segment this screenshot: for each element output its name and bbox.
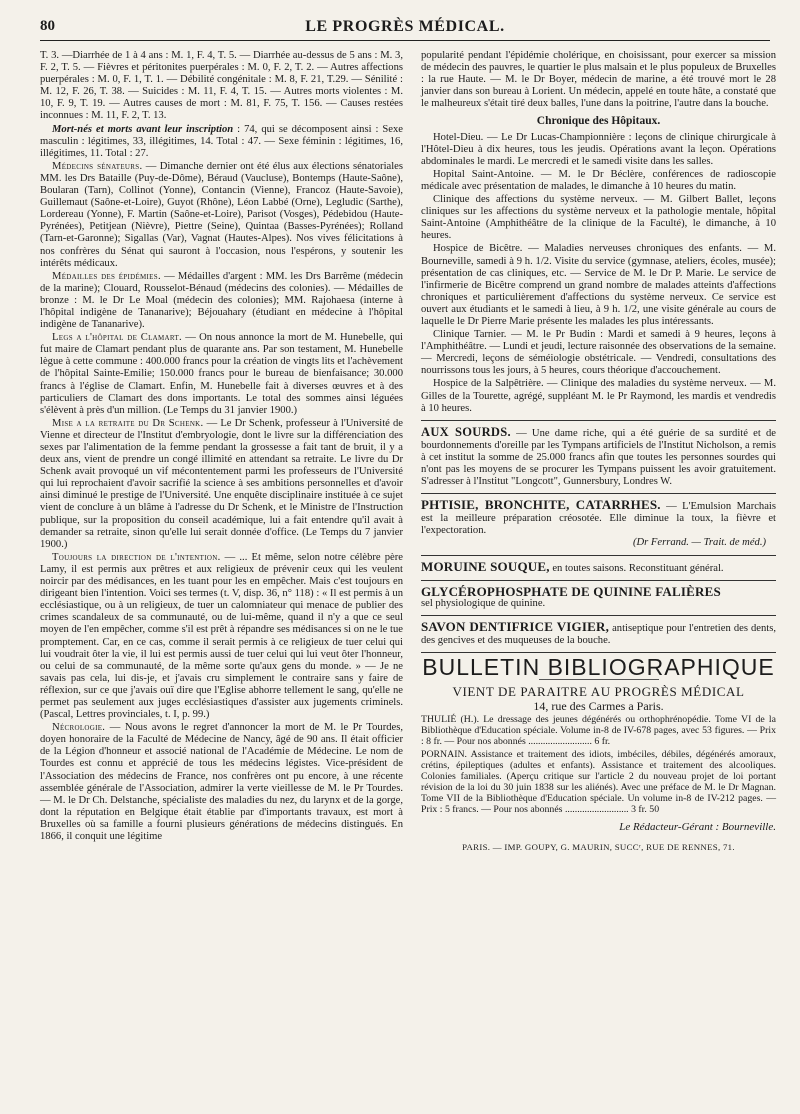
clamart-heading: Legs a l'hôpital de Clamart. [52, 332, 182, 344]
necrology-continued: popularité pendant l'épidémie cholérique, en choisissant, pour exercer sa mission de médecin des pauvres, le quartier le plus malsain et le plus populeux de Bruxelles : la rue Haute. — M. le Dr Boyer, médecin de marine, a été trouvé mort le 28 janvier dans son bureau à Lorient. Un médecin, appelé en toute hâte, a constaté que le malheureux s'était tiré deux balles, l'une dans la poitrine, l'autre dans la bouche. [421, 50, 776, 110]
ads-divider [421, 420, 776, 421]
intention-text: — ... Et même, selon notre célèbre père Lamy, il est permis aux prêtres et aux religieux de prévenir ceux qui les veulent noircir par des médisances, en les tuant pour les en empêcher. Mais c'est toujours en dirigeant bien l'intention. Voici ses termes (t. V, disp. 36, n° 118) : « Il est permis à un ecclésiastique, ou à un religieux, de tuer un calomniateur qui menace de publier des crimes scandaleux de sa communauté, ou de lui-même, quand il n'y a que ce seul moyen de l'en empêcher, comme s'il est prêt à répandre ses médisances si on ne le tue promptement. Car, en ce cas, comme il serait permis à ce religieux de tuer celui qui lui voudrait ôter la vie, il lui est permis aussi de tuer celui qui lui veut ôter l'honneur, ou celui de sa communauté, de la même sorte qu'aux gens du monde. » — Je ne savais pas cela, lui dis-je, et j'avais cru simplement le contraire sans y faire de réflexion, sur ce que j'avais ouï dire que l'Eglise abhorre tellement le sang, qu'elle ne permet pas seulement aux juges ecclésiastiques d'assister aux jugements criminels. (Pascal, Lettres provinciales, t. I, p. 99.) [40, 551, 403, 721]
stillbirths-text: : 74, qui se décomposent ainsi : Sexe masculin : légitimes, 33, illégitimes, 14. Total : 47. — Sexe féminin : légitimes, 16, illégitimes, 11. Total : 27. [40, 123, 404, 159]
ad-savon-title: SAVON DENTIFRICE VIGIER, [421, 618, 610, 634]
necrology-paragraph [40, 722, 403, 843]
ad-glycero [421, 583, 776, 610]
stillbirths-paragraph [40, 124, 403, 160]
biblio-entry-pornain: PORNAIN. Assistance et traitement des idiots, imbéciles, débiles, dégénérés amoraux, crétins, épileptiques (adultes et enfants). Assistance et traitement des alcooliques. Colonies familiales. (Aperçu critique sur l'article 2 du nouveau projet de loi portant révision de la loi du 30 juin 1838 sur les aliénés). Avec une préface de M. le Dr Magnan. Tome VII de la Bibliothèque d'Education spéciale. Un volume in-8 de IV-212 pages. — Prix : 5 francs. — Pour nos abonnés .......................... 3 fr. 50 [421, 749, 776, 816]
ad-divider-2 [421, 555, 776, 556]
biblio-entry-thulie: THULIÉ (H.). Le dressage des jeunes dégénérés ou orthophrénopédie. Tome VI de la Bibliothèque d'Education spéciale. Volume in-8 de IV-678 pages, avec 53 figures. — Prix : 8 fr. — Pour nos abonnés .......................... 6 fr. [421, 714, 776, 748]
medals-text: — Médailles d'argent : MM. les Drs Barrême (médecin de la marine); Clouard, Rousselot-Bénaud (médecins des colonies). — Médailles de bronze : M. le Dr Le Moal (médecin des colonies); MM. Rajohaesa (interne à l'hôpital indigène de Tananarive); Béjouahary (étudiant en médecine à l'hôpital indigène de Tananarive). [40, 270, 403, 331]
saint-antoine-entry: Hopital Saint-Antoine. — M. le Dr Béclère, conférences de radioscopie médicale avec présentation de malades, le dimanche à 10 heures du matin. [421, 168, 776, 192]
senators-heading: Médecins sénateurs. [52, 160, 143, 172]
ad-glycero-title: GLYCÉROPHOSPHATE DE QUININE FALIÈRES [421, 583, 721, 599]
ad-phtisie-signature: (Dr Ferrand. — Trait. de méd.) [632, 537, 766, 549]
ad-deaf-text: — Une dame riche, qui a été guérie de sa surdité et de bourdonnements d'oreille par les Tympans artificiels de l'Institut Nicholson, a remis à cet institut la somme de 25.000 francs afin que toutes les personnes sourdes qui n'ont pas les moyens de se procurer les Tympans puissent les avoir gratuitement. S'adresser à l'Institut "Longcott", Gunnersbury, Londres W. [421, 427, 776, 488]
ad-savon-text: antiseptique pour l'entretien des dents, des gencives et des muqueuses de la bouche. [421, 622, 777, 646]
ad-phtisie-text: — L'Emulsion Marchais est la meilleure préparation créosotée. Elle diminue la toux, la fièvre et l'expectoration. [421, 501, 776, 537]
senators-text: — Dimanche dernier ont été élus aux élections sénatoriales MM. les Drs Bataille (Puy-de-Dôme), Béraud (Vaucluse), Bontemps (Haute-Saône), Boularan (Tarn), Collinot (Yonne), Contancin (Vienne), Francoz (Haute-Savoie), Guillemaut (Saône-et-Loire), Guyot (Rhône), Léon Labbé (Orne), Legludic (Sarthe), Lordereau (Yonne), F. Martin (Saône-et-Loire), Parisot (Vosges), Pédebidou (Haute-Pyrénées), Petitjean (Nièvre), Piettre (Seine), Quintaa (Basses-Pyrénées); Rolland (Tarn-et-Garonne); Sigallas (Var), Vagnat (Hautes-Alpes). Nos vives félicitations à nos confrères du Sénat qui sauront à l'occasion, nous l'espérons, y soutenir les intérêts médicaux. [40, 160, 403, 269]
stillbirths-heading: Mort-nés et morts avant leur inscription [52, 123, 234, 135]
bicetre-entry: Hospice de Bicêtre. — Maladies nerveuses chroniques des enfants. — M. Bourneville, samedi à 9 h. 1/2. Visite du service (gymnase, ateliers, écoles, musée); présentation de cas cliniques, etc. — Service de M. le Dr P. Marie. Le service de l'infirmerie de Bicêtre comprend un grand nombre de malades atteints d'affections chroniques et particulièrement d'affections du système nerveux. Ce service est ouvert aux étudiants et le samedi à lieu, à 9 h. 1/2, une visite générale au cours de laquelle le Dr Pierre Marie présente les malades les plus intéressants. [421, 243, 776, 327]
ad-moruine [421, 558, 776, 575]
schenk-paragraph [40, 418, 403, 551]
bulletin-divider [421, 652, 776, 653]
ad-phtisie-title: PHTISIE, BRONCHITE, CATARRHES. [421, 497, 661, 513]
intention-heading: Toujours la direction de l'intention. [52, 551, 221, 563]
nervous-clinic-entry: Clinique des affections du système nerveux. — M. Gilbert Ballet, leçons cliniques sur les affections du système nerveux et la pathologie mentale, hôpital Saint-Antoine (Amphithéâtre de la clinique de la Faculté), le dimanche, à 10 heures. [421, 194, 776, 242]
hotel-dieu-entry: Hotel-Dieu. — Le Dr Lucas-Championnière : leçons de clinique chirurgicale à l'Hôtel-Dieu à dix heures, tous les jeudis. Opérations avant la leçon. Opérations abdominales le mardi. Le mercredi et le samedi visite dans les salles. [421, 131, 776, 167]
senators-paragraph [40, 161, 403, 270]
necrology-text: — Nous avons le regret d'annoncer la mort de M. le Pr Tourdes, doyen honoraire de la Faculté de Médecine de Nancy, âgé de 90 ans. Il était officier de la Légion d'honneur et associé national de l'Académie de Médecine. Le nom de Tourdes est connu et apprécié de tous les médecins légistes. Vice-président de l'Association des médecins de France, nos confrères ont pu encore, à une récente assemblée générale de l'Association, admirer la verte vieillesse de M. le Pr Tourdes. — M. le Dr Ch. Delstanche, spécialiste des maladies du nez, du larynx et de la gorge, dont la réputation en Belgique était établie par d'importants travaux, est mort à Bruxelles où sa famille a fourni plusieurs générations de médecins distingués. En 1866, il conquit une légitime [40, 722, 403, 842]
page-header [40, 18, 770, 40]
ad-phtisie [421, 499, 776, 549]
ad-divider-3 [421, 580, 776, 581]
printer-line: PARIS. — IMP. GOUPY, G. MAURIN, SUCCʳ, RUE DE RENNES, 71. [462, 842, 735, 853]
intention-paragraph [40, 552, 403, 721]
ad-deaf [421, 426, 776, 488]
ad-glycero-text: sel physiologique de quinine. [421, 597, 546, 609]
medals-heading: Médailles des épidémies. [52, 270, 161, 282]
salpetriere-entry: Hospice de la Salpêtrière. — Clinique des maladies du système nerveux. — M. Gilles de la Tourette, agrégé, suppléant M. le Pr Raymond, les mardis et vendredis à 10 heures. [421, 378, 776, 414]
ad-divider-1 [421, 493, 776, 494]
ad-moruine-text: en toutes saisons. Reconstituant général. [552, 562, 724, 574]
bulletin-address: 14, rue des Carmes a Paris. [533, 699, 664, 714]
mortality-stats: T. 3. —Diarrhée de 1 à 4 ans : M. 1, F. 4, T. 5. — Diarrhée au-dessus de 5 ans : M. 3, F. 2, T. 5. — Fièvres et péritonites puerpérales : M. 0, F. 2, T. 2. — Autres affections puerpérales : M. 0, F. 1, T. 1. — Débilité congénitale : M. 8, F. 21, T.29. — Sénilité : M. 12, F. 26, T. 38. — Suicides : M. 11, F. 4, T. 15. — Autres morts violentes : M. 10, F. 9, T. 19. — Autres causes de mort : M. 81, F. 75, T. 156. — Causes restées inconnues : M. 11, F. 2, T. 13. [40, 50, 403, 122]
ad-moruine-title: MORUINE SOUQUE, [421, 558, 550, 574]
ad-savon [421, 618, 777, 647]
left-column [40, 50, 403, 844]
journal-title: LE PROGRÈS MÉDICAL. [305, 18, 505, 35]
clamart-paragraph [40, 332, 403, 417]
ad-deaf-title: AUX SOURDS. [421, 424, 511, 439]
hospital-chronicle-title: Chronique des Hôpitaux. [536, 115, 661, 128]
redacteur-gerant: Le Rédacteur-Gérant : Bourneville. [619, 821, 776, 834]
bulletin-title: BULLETIN BIBLIOGRAPHIQUE [422, 654, 775, 681]
header-rule [40, 40, 770, 41]
ad-divider-4 [421, 615, 776, 616]
medals-paragraph [40, 271, 403, 331]
schenk-heading: Mise a la retraite du Dr Schenk. [52, 417, 204, 429]
right-column [421, 50, 776, 854]
necrology-heading: Nécrologie. [52, 722, 106, 734]
schenk-text: — Le Dr Schenk, professeur à l'Université de Vienne et directeur de l'Institut d'embryologie, dont le livre sur la différenciation des sexes par l'alimentation de la femme pendant la grossesse a fait tant de bruit, il y a deux ans, vient de prendre un congé illimité en attendant sa retraite. Le livre du Dr Schenk avait provoqué un vif mécontentement parmi les professeurs de l'Université qui lui reprochaient d'avoir sacrifié la science à ses ambitions personnelles et d'avoir ainsi diminué le prestige de l'Université. Une enquête disciplinaire instituée à ce sujet vient de conclure à un blâme à l'adresse du Dr Schenk, et le Ministre de l'Instruction publique, sur la proposition du conseil académique, lui a fait entendre qu'il avait à demander sa retraite, sinon qu'elle lui serait donnée d'office. (Le Temps du 7 janvier 1900.) [40, 417, 403, 550]
page-number: 80 [40, 18, 55, 34]
clamart-text: — On nous annonce la mort de M. Hunebelle, qui fut maire de Clamart pendant plus de quarante ans. Par son testament, M. Hunebelle lègue à cette commune : 400.000 francs pour la création de vingts lits et l'achèvement de l'hôpital Sainte-Emilie; 150.000 francs pour le bureau de bienfaisance; 30.000 francs à l'église de Clamart. Enfin, M. Hunebelle fait à diverses œuvres et à des particuliers de Clamart des dons importants. Le total des sommes ainsi léguées s'élèvent à près d'un million. (Le Temps du 31 janvier 1900.) [40, 332, 403, 416]
bulletin-subtitle: VIENT DE PARAITRE AU PROGRÈS MÉDICAL [452, 684, 745, 700]
bibliography-list [421, 714, 776, 815]
tarnier-entry: Clinique Tarnier. — M. le Pr Budin : Mardi et samedi à 9 heures, leçons à l'Amphithéâtre. — Lundi et jeudi, lecture raisonnée des observations de la semaine. — Mercredi, leçons de séméiologie obstétricale. — Vendredi, consultations des nourrissons tous les jours, à 5 heures, cours théorique d'accouchement. [421, 329, 776, 377]
